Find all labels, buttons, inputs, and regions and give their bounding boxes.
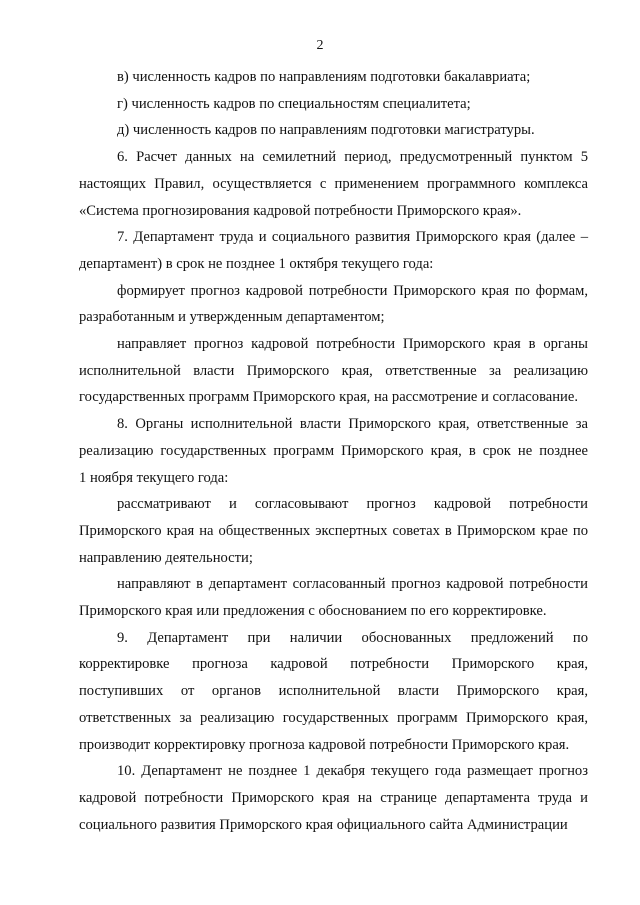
paragraph-line: исполнительной власти Приморского края, ответственные за реализацию [79,362,588,379]
paragraph-p-8a [79,491,588,571]
paragraph-line: рассматривают и согласовывают прогноз кадровой потребности [117,496,588,513]
paragraph-line: ответственных за реализацию государственных программ Приморского края, [79,709,588,726]
paragraph-line: производит корректировку прогноза кадровой потребности Приморского края. [79,736,570,753]
paragraph-line: социального развития Приморского края официального сайта Администрации [79,816,568,833]
paragraph-line: 10. Департамент не позднее 1 декабря текущего года размещает прогноз [117,763,588,780]
paragraph-line: Приморского края или предложения с обоснованием по его корректировке. [79,603,547,620]
paragraph-line: кадровой потребности Приморского края на странице департамента труда и [79,789,588,806]
document-body [79,64,588,838]
paragraph-line: направляют в департамент согласованный прогноз кадровой потребности [117,576,588,593]
paragraph-line: 8. Органы исполнительной власти Приморского края, ответственные за [117,416,588,433]
paragraph-p-g [79,91,588,118]
paragraph-p-10 [79,758,588,838]
paragraph-p-9 [79,625,588,759]
paragraph-line: разработанным и утвержденным департаментом; [79,309,385,326]
paragraph-p-8 [79,411,588,491]
paragraph-p-d [79,117,588,144]
paragraph-line: направлению деятельности; [79,549,253,566]
paragraph-p-v [79,64,588,91]
paragraph-line: поступивших от органов исполнительной власти Приморского края, [79,683,588,700]
paragraph-p-7 [79,224,588,277]
paragraph-p-6 [79,144,588,224]
paragraph-line: «Система прогнозирования кадровой потребности Приморского края». [79,202,522,219]
paragraph-line: направляет прогноз кадровой потребности Приморского края в органы [117,336,588,353]
page-number: 2 [316,38,324,53]
paragraph-p-7a [79,278,588,331]
paragraph-line: 6. Расчет данных на семилетний период, предусмотренный пунктом 5 [117,149,588,166]
paragraph-line: департамент) в срок не позднее 1 октября текущего года: [79,255,434,272]
paragraph-line: настоящих Правил, осуществляется с применением программного комплекса [79,175,588,192]
paragraph-line: корректировке прогноза кадровой потребности Приморского края, [79,656,588,673]
paragraph-line: государственных программ Приморского края, на рассмотрение и согласование. [79,389,578,406]
paragraph-line: д) численность кадров по направлениям подготовки магистратуры. [117,122,535,139]
paragraph-line: 1 ноября текущего года: [79,469,229,486]
paragraph-line: 7. Департамент труда и социального развития Приморского края (далее – [117,229,588,246]
paragraph-line: г) численность кадров по специальностям специалитета; [117,95,471,112]
paragraph-line: 9. Департамент при наличии обоснованных предложений по [117,629,588,646]
paragraph-p-8b [79,571,588,624]
paragraph-p-7b [79,331,588,411]
paragraph-line: формирует прогноз кадровой потребности Приморского края по формам, [117,282,588,299]
paragraph-line: в) численность кадров по направлениям подготовки бакалавриата; [117,69,531,85]
paragraph-line: Приморского края на общественных экспертных советах в Приморском крае по [79,522,588,539]
paragraph-line: реализацию государственных программ Приморского края, в срок не позднее [79,442,588,459]
